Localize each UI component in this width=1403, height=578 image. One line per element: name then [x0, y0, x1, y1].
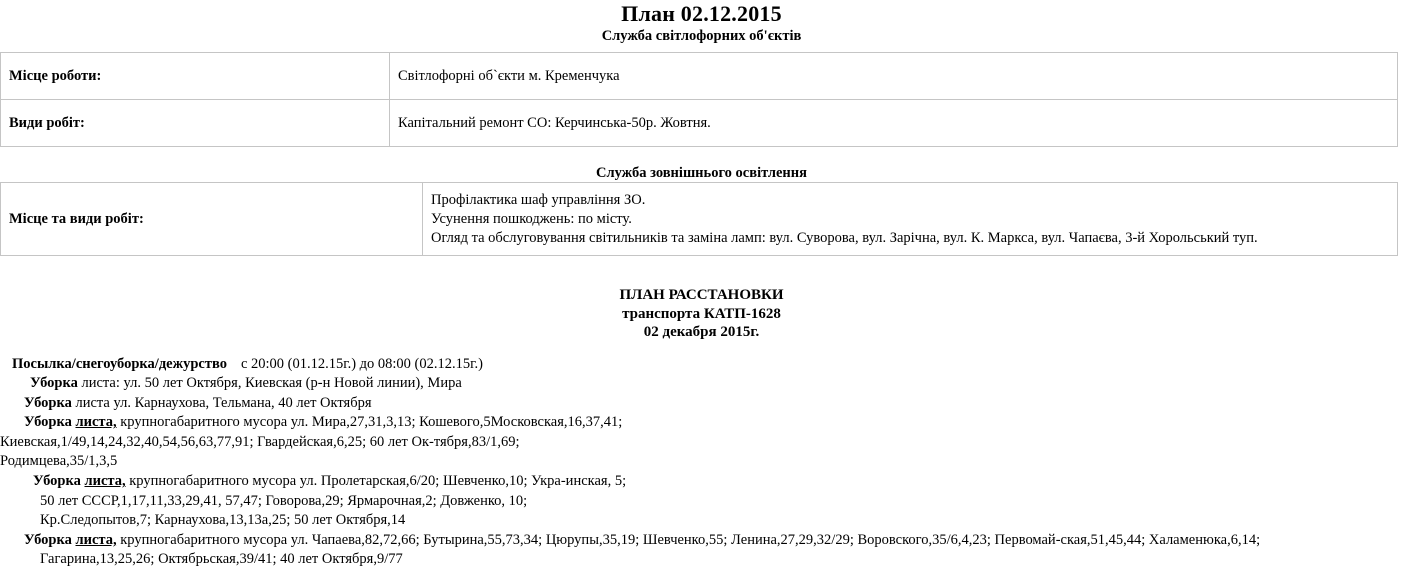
list-item-continuation [0, 452, 1403, 472]
work-info-table [0, 52, 1398, 147]
row-label-place-and-types: Місце та види робіт: [1, 183, 423, 256]
plan-title-block [0, 286, 1403, 342]
item5-continuation-1: Гагарина,13,25,26; Октябрьская,39/41; 40 лет Октября,9/77 [40, 551, 403, 568]
list-item [0, 374, 1403, 394]
row-label-place-of-work: Місце роботи: [1, 53, 390, 100]
document-title: План 02.12.2015 [621, 1, 782, 26]
item1-bold-label: Уборка [30, 375, 78, 392]
item5-bold-label: Уборка [24, 531, 72, 548]
item3-continuation-1: Киевская,1/49,14,24,32,40,54,56,63,77,91; Гвардейская,6,25; 60 лет Ок-тября,83/1,69; [0, 433, 520, 450]
table-row [1, 53, 1398, 100]
item4-text: крупногабаритного мусора ул. Пролетарская,6/20; Шевченко,10; Укра-инская, 5; [125, 473, 627, 490]
lighting-info-table-wrapper [0, 182, 1403, 256]
item3-underlined-word: листа, [75, 414, 117, 431]
item3-text: крупногабаритного мусора ул. Мира,27,31,3,13; Кошевого,5Московская,16,37,41; [116, 414, 623, 431]
lighting-line-1: Профілактика шаф управління ЗО. [431, 191, 646, 208]
table-row [1, 183, 1398, 256]
plan-title-line-1: ПЛАН РАССТАНОВКИ [619, 287, 784, 303]
row-label-types-of-work: Види робіт: [1, 100, 390, 147]
section-heading-street-lighting: Служба зовнішнього освітлення [595, 165, 807, 181]
lighting-line-2: Усунення пошкоджень: по місту. [431, 210, 632, 227]
row-value-place-of-work: Світлофорні об`єкти м. Кременчука [390, 53, 1398, 100]
row-value-place-and-types [423, 183, 1398, 256]
item4-continuation-1: 50 лет СССР,1,17,11,33,29,41, 57,47; Говорова,29; Ярмарочная,2; Довженко, 10; [40, 492, 528, 509]
item4-underlined-word: листа, [84, 473, 126, 490]
list-item [0, 472, 1403, 492]
duty-value: с 20:00 (01.12.15г.) до 08:00 (02.12.15г.) [240, 355, 483, 372]
list-item-duty [0, 355, 1403, 375]
item2-text: листа ул. Карнаухова, Тельмана, 40 лет Октября [71, 394, 372, 411]
row-value-types-of-work: Капітальний ремонт СО: Керчинська-50р. Жовтня. [390, 100, 1398, 147]
section-heading-traffic-lights: Служба світлофорних об'єктів [601, 28, 802, 44]
list-item [0, 531, 1403, 551]
plan-title-line-2: транспорта КАТП-1628 [622, 305, 781, 322]
lighting-line-3: Огляд та обслуговування світильників та заміна ламп: вул. Суворова, вул. Зарічна, вул. К. Маркса, вул. Чапаєва, 3-й Хорольський туп. [431, 229, 1258, 246]
item3-bold-label: Уборка [24, 414, 72, 431]
plan-title-line-3: 02 декабря 2015г. [643, 324, 760, 340]
work-info-table-wrapper [0, 52, 1403, 147]
item1-text: листа: ул. 50 лет Октября, Киевская (р-н Новой линии), Мира [77, 375, 462, 392]
duty-label: Посылка/снегоуборка/дежурство [12, 355, 227, 372]
item4-bold-label: Уборка [33, 473, 81, 490]
list-item-continuation [0, 492, 1403, 512]
lighting-info-table [0, 182, 1398, 256]
list-item [0, 413, 1403, 433]
table-row [1, 100, 1398, 147]
section-spacer [0, 147, 1403, 164]
list-item-continuation [0, 433, 1403, 453]
item4-continuation-2: Кр.Следопытов,7; Карнаухова,13,13а,25; 50 лет Октября,14 [40, 512, 406, 529]
item3-continuation-2: Родимцева,35/1,3,5 [0, 453, 118, 470]
list-item [0, 394, 1403, 414]
list-item-continuation [0, 511, 1403, 531]
item2-bold-label: Уборка [24, 394, 72, 411]
item5-text: крупногабаритного мусора ул. Чапаева,82,72,66; Бутырина,55,73,34; Цюрупы,35,19; Шевченко,55; Ленина,27,29,32/29; Воровского,35/6,4,23; Первомай-ская,51,45,44; Халаменюка,6,14; [116, 531, 1261, 548]
item5-underlined-word: листа, [75, 531, 117, 548]
list-item-continuation [0, 550, 1403, 570]
assignment-list [0, 355, 1403, 571]
